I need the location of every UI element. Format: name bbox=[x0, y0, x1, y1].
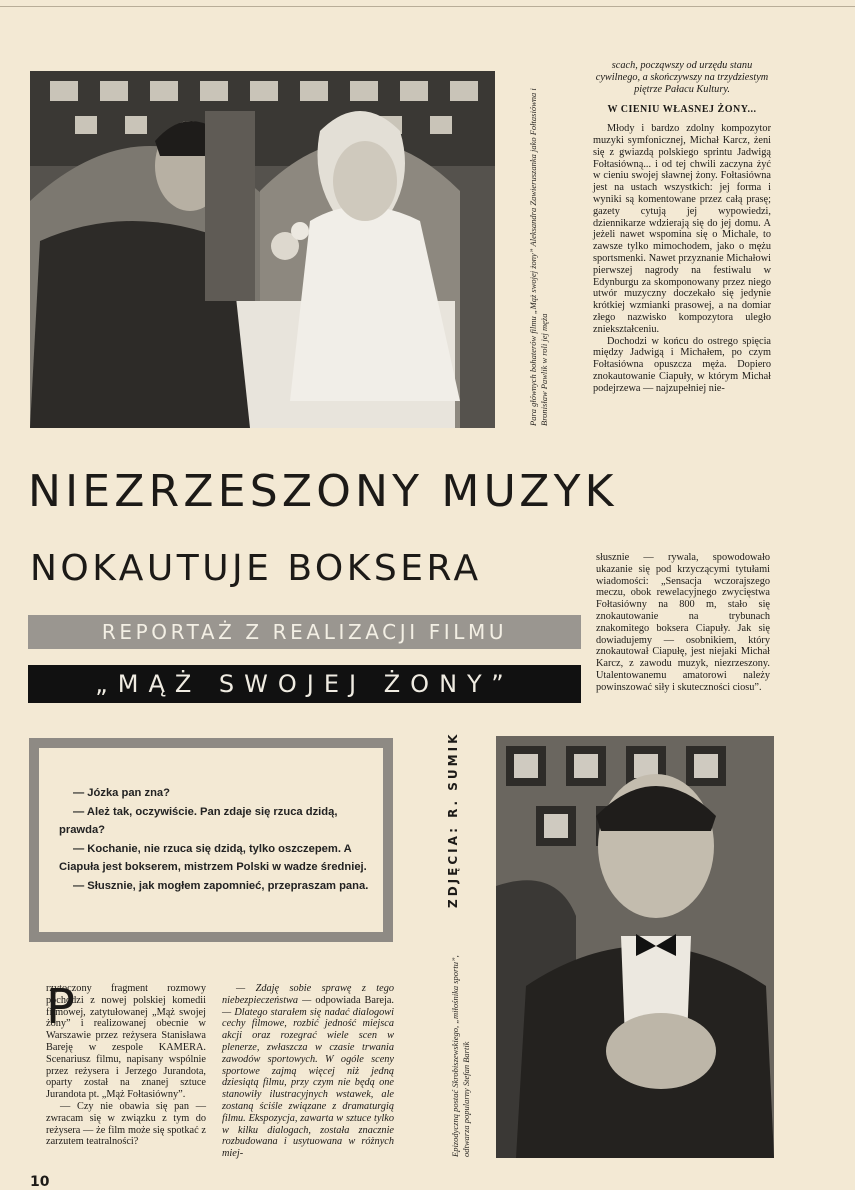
paragraph-2: Dochodzi w końcu do ostrego spięcia między Jadwigą i Michałem, po czym Fołtasiówna opuszcza męża. Dopiero znokautowanie Ciapuły, w którym Michał podejrzewa — najzupełniej nie- bbox=[593, 335, 771, 394]
dialogue-box bbox=[29, 738, 393, 942]
paragraph-1: Młody i bardzo zdolny kompozytor muzyki symfonicznej, Michał Karcz, żeni się z gwiazdą polskiego sprintu Jadwigą Fołtasiówną... i od tej chwili zaczyna żyć w cieniu swojej sławnej żony. Fołtasiówna jest na ustach wszystkich: jej forma i wyniki są komentowane przez całą prasę; gazety cytują jej wypowiedzi, dziennikarze wdzierają się do jej domu. A jeżeli nawet wspomina się o Michale, to zawsze tylko mimochodem, jako o mężu sportsmenki. Nawet przyznanie Michałowi pierwszej nagrody na festiwalu w Edynburgu za skomponowany przez niego utwór muzyczny doczekało się jedynie krótkiej wzmianki prasowej, a na domiar złego nazwisko kompozytora uległo zniekształceniu. bbox=[593, 123, 771, 335]
photo-credit: ZDJĘCIA: R. SUMIK bbox=[446, 731, 460, 908]
photo-couple-at-table bbox=[30, 71, 495, 428]
photo-couple-illustration bbox=[30, 71, 495, 428]
headline-line-1: NIEZRZESZONY MUZYK bbox=[28, 466, 618, 517]
film-title-band: „MĄŻ SWOJEJ ŻONY” bbox=[28, 665, 581, 703]
photo-actor-illustration bbox=[496, 736, 774, 1158]
bottom-left-paragraph-2: — Czy nie obawia się pan — zwracam się w związku z tym do reżysera — że film może się spotkać z zarzutem teatralności? bbox=[46, 1100, 206, 1148]
bottom-mid-column bbox=[222, 983, 394, 1160]
top-rule bbox=[0, 6, 855, 7]
subtitle-band: REPORTAŻ Z REALIZACJI FILMU bbox=[28, 615, 581, 649]
photo1-caption: Para głównych bohaterów filmu „Mąż swojej żony” Aleksandra Zawieruszanka jako Fołtasiówna i Bronisław Pawlik w roli jej męża bbox=[528, 88, 549, 426]
bottom-mid-paragraph bbox=[222, 983, 394, 1160]
dropcap-letter: P bbox=[46, 979, 75, 1035]
continuation-text: scach, począwszy od urzędu stanu cywilnego, a skończywszy na trzydziestym piętrze Pałacu Kultury. bbox=[595, 60, 769, 95]
right-mid-column bbox=[596, 552, 770, 694]
photo-actor-portrait bbox=[496, 736, 774, 1158]
subheading: W CIENIU WŁASNEJ ŻONY... bbox=[607, 104, 757, 116]
right-mid-text: słusznie — rywala, spowodowało ukazanie się pod krzyczącymi tytułami wiadomości: „Sensacja wczorajszego meczu, obok rewelacyjnego zwycięstwa Fołtasiówny na 800 m, stało się znokautowanie na trybunach znakomitego boksera Ciapuły. Jak się dowiadujemy — osobnikiem, który znokautował Ciapułę, jest niejaki Michał Karcz, z zawodu muzyk, niezrzeszony. Utalentowanemu amatorowi należy powinszować siły i skuteczności ciosu”. bbox=[596, 552, 770, 693]
photo2-caption: Epizodyczną postać Skrobiszewskiego, „miłośnika sportu”, odtwarza popularny Stefan Bartik bbox=[450, 955, 471, 1157]
bottom-mid-lead: — Zdaję sobie sprawę z tego niebezpieczeństwa — bbox=[222, 983, 394, 1006]
dialogue-line-3: — Kochanie, nie rzuca się dzidą, tylko oszczepem. A Ciapuła jest bokserem, mistrzem Polski w wadze średniej. bbox=[59, 842, 367, 873]
top-right-column bbox=[593, 60, 771, 395]
dialogue-box-inner bbox=[39, 748, 383, 932]
bottom-left-column bbox=[46, 979, 206, 1148]
bottom-mid-rest: — Dlatego starałem się nadać dialogowi cechy filmowe, rozbić jedność miejsca akcji oraz rozegrać wiele scen w plenerze, zwłaszcza w czasie trwania zawodów sportowych. W ogóle sceny sportowe zajmą więcej niż jedną dziesiątą filmu, przy czym nie będą one stanowiły ilustracyjnych wstawek, ale zostaną ściśle związane z dramaturgią filmu. Ekspozycja, zawarta w sztuce tylko w kilku dialogach, została znacznie rozbudowana i usytuowana w różnych miej- bbox=[222, 1006, 394, 1160]
dialogue-line-4: — Słusznie, jak mogłem zapomnieć, przepraszam pana. bbox=[73, 879, 369, 892]
page-number: 10 bbox=[30, 1174, 50, 1190]
dialogue-line-1: — Józka pan zna? bbox=[73, 787, 170, 799]
headline-line-2: NOKAUTUJE BOKSERA bbox=[30, 548, 482, 589]
bottom-left-paragraph-1: rzytoczony fragment rozmowy pochodzi z nowej polskiej komedii filmowej, zatytułowanej „Mąż swojej żony” i realizowanej obecnie w Warszawie przez reżysera Stanisława Bareję w zespole KAMERA. Scenariusz filmu, napisany wspólnie przez reżysera i Jerzego Jurandota, oparty został na znanej sztuce Jurandota pt. „Mąż Fołtasiówny”. bbox=[46, 983, 206, 1101]
bottom-mid-plain: odpowiada Bareja. bbox=[311, 994, 394, 1006]
dialogue-line-2: — Ależ tak, oczywiście. Pan zdaje się rzuca dzidą, prawda? bbox=[59, 805, 338, 836]
